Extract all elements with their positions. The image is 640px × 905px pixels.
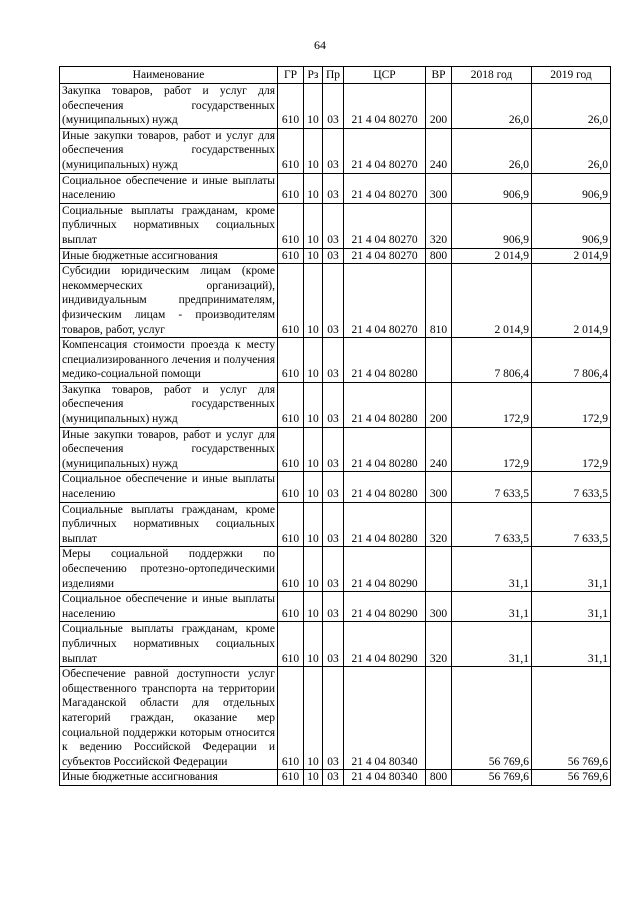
- cell-csr: 21 4 04 80280: [344, 338, 426, 383]
- cell-vr: [426, 547, 452, 592]
- table-header-row: [60, 67, 611, 84]
- cell-rz: 10: [304, 667, 323, 770]
- cell-gr: 610: [278, 547, 304, 592]
- cell-gr: 610: [278, 248, 304, 264]
- cell-rz: 10: [304, 173, 323, 203]
- cell-rz: 10: [304, 472, 323, 502]
- cell-name: Социальное обеспечение и иные выплаты населению: [60, 472, 278, 502]
- cell-2019: 2 014,9: [532, 264, 611, 338]
- cell-2018: 31,1: [452, 592, 532, 622]
- table-row: [60, 338, 611, 383]
- cell-name: Субсидии юридическим лицам (кроме некоммерческих организаций), индивидуальным предпринимателям, физическим лицам - производителям товаров, работ, услуг: [60, 264, 278, 338]
- table-row: [60, 502, 611, 547]
- table-row: [60, 770, 611, 786]
- header-name: Наименование: [60, 67, 278, 84]
- table-row: [60, 622, 611, 667]
- cell-vr: 200: [426, 84, 452, 129]
- cell-gr: 610: [278, 472, 304, 502]
- table-row: [60, 592, 611, 622]
- cell-vr: 300: [426, 592, 452, 622]
- header-2018: 2018 год: [452, 67, 532, 84]
- cell-vr: 300: [426, 472, 452, 502]
- cell-2018: 7 806,4: [452, 338, 532, 383]
- header-csr: ЦСР: [344, 67, 426, 84]
- cell-rz: 10: [304, 592, 323, 622]
- cell-2019: 2 014,9: [532, 248, 611, 264]
- cell-csr: 21 4 04 80290: [344, 622, 426, 667]
- cell-gr: 610: [278, 338, 304, 383]
- cell-2019: 56 769,6: [532, 667, 611, 770]
- cell-rz: 10: [304, 338, 323, 383]
- cell-rz: 10: [304, 427, 323, 472]
- cell-2019: 56 769,6: [532, 770, 611, 786]
- cell-name: Обеспечение равной доступности услуг общественного транспорта на территории Магаданской области для отдельных категорий граждан, оказание мер социальной поддержки которым относится к ведению Российской Федерации и субъектов Российской Федерации: [60, 667, 278, 770]
- cell-rz: 10: [304, 203, 323, 248]
- cell-vr: 800: [426, 770, 452, 786]
- cell-gr: 610: [278, 264, 304, 338]
- cell-2018: 172,9: [452, 382, 532, 427]
- cell-pr: 03: [323, 547, 344, 592]
- cell-vr: [426, 338, 452, 383]
- cell-csr: 21 4 04 80340: [344, 667, 426, 770]
- cell-name: Иные бюджетные ассигнования: [60, 248, 278, 264]
- cell-pr: 03: [323, 472, 344, 502]
- cell-2019: 906,9: [532, 203, 611, 248]
- cell-2019: 7 806,4: [532, 338, 611, 383]
- cell-gr: 610: [278, 427, 304, 472]
- cell-rz: 10: [304, 248, 323, 264]
- cell-name: Социальное обеспечение и иные выплаты населению: [60, 173, 278, 203]
- cell-2018: 56 769,6: [452, 667, 532, 770]
- cell-2018: 2 014,9: [452, 248, 532, 264]
- table-body: [60, 84, 611, 786]
- cell-2018: 172,9: [452, 427, 532, 472]
- cell-pr: 03: [323, 264, 344, 338]
- header-gr: ГР: [278, 67, 304, 84]
- cell-2019: 7 633,5: [532, 502, 611, 547]
- cell-name: Закупка товаров, работ и услуг для обеспечения государственных (муниципальных) нужд: [60, 382, 278, 427]
- cell-2018: 26,0: [452, 84, 532, 129]
- cell-vr: 320: [426, 622, 452, 667]
- cell-name: Социальное обеспечение и иные выплаты населению: [60, 592, 278, 622]
- cell-rz: 10: [304, 84, 323, 129]
- cell-2019: 26,0: [532, 128, 611, 173]
- cell-gr: 610: [278, 84, 304, 129]
- cell-rz: 10: [304, 547, 323, 592]
- cell-name: Иные закупки товаров, работ и услуг для обеспечения государственных (муниципальных) нужд: [60, 128, 278, 173]
- cell-2018: 906,9: [452, 203, 532, 248]
- cell-name: Компенсация стоимости проезда к месту специализированного лечения и получения медико-социальной помощи: [60, 338, 278, 383]
- header-vr: ВР: [426, 67, 452, 84]
- cell-pr: 03: [323, 592, 344, 622]
- cell-pr: 03: [323, 382, 344, 427]
- budget-table: [59, 66, 611, 786]
- cell-rz: 10: [304, 770, 323, 786]
- table-row: [60, 203, 611, 248]
- cell-csr: 21 4 04 80270: [344, 173, 426, 203]
- cell-csr: 21 4 04 80270: [344, 248, 426, 264]
- cell-2018: 31,1: [452, 547, 532, 592]
- cell-2018: 7 633,5: [452, 472, 532, 502]
- table-row: [60, 264, 611, 338]
- table-row: [60, 427, 611, 472]
- cell-vr: [426, 667, 452, 770]
- cell-vr: 240: [426, 128, 452, 173]
- cell-2019: 31,1: [532, 622, 611, 667]
- cell-csr: 21 4 04 80280: [344, 382, 426, 427]
- cell-csr: 21 4 04 80280: [344, 472, 426, 502]
- cell-vr: 240: [426, 427, 452, 472]
- cell-name: Социальные выплаты гражданам, кроме публичных нормативных социальных выплат: [60, 622, 278, 667]
- table-row: [60, 173, 611, 203]
- cell-2019: 7 633,5: [532, 472, 611, 502]
- cell-rz: 10: [304, 128, 323, 173]
- header-pr: Пр: [323, 67, 344, 84]
- cell-pr: 03: [323, 667, 344, 770]
- cell-gr: 610: [278, 667, 304, 770]
- table-row: [60, 382, 611, 427]
- cell-rz: 10: [304, 622, 323, 667]
- cell-2019: 906,9: [532, 173, 611, 203]
- page-number: 64: [314, 38, 326, 52]
- cell-pr: 03: [323, 203, 344, 248]
- cell-pr: 03: [323, 502, 344, 547]
- cell-csr: 21 4 04 80290: [344, 547, 426, 592]
- cell-csr: 21 4 04 80290: [344, 592, 426, 622]
- cell-csr: 21 4 04 80280: [344, 427, 426, 472]
- table-row: [60, 472, 611, 502]
- table-row: [60, 547, 611, 592]
- cell-vr: 810: [426, 264, 452, 338]
- cell-pr: 03: [323, 248, 344, 264]
- cell-name: Меры социальной поддержки по обеспечению протезно-ортопедическими изделиями: [60, 547, 278, 592]
- cell-rz: 10: [304, 502, 323, 547]
- table-row: [60, 248, 611, 264]
- cell-name: Социальные выплаты гражданам, кроме публичных нормативных социальных выплат: [60, 502, 278, 547]
- cell-2019: 172,9: [532, 382, 611, 427]
- cell-gr: 610: [278, 770, 304, 786]
- cell-vr: 800: [426, 248, 452, 264]
- table-row: [60, 128, 611, 173]
- cell-pr: 03: [323, 84, 344, 129]
- cell-pr: 03: [323, 338, 344, 383]
- cell-2018: 2 014,9: [452, 264, 532, 338]
- cell-gr: 610: [278, 203, 304, 248]
- cell-vr: 300: [426, 173, 452, 203]
- cell-csr: 21 4 04 80270: [344, 264, 426, 338]
- cell-gr: 610: [278, 173, 304, 203]
- cell-gr: 610: [278, 382, 304, 427]
- cell-csr: 21 4 04 80340: [344, 770, 426, 786]
- table-row: [60, 84, 611, 129]
- cell-2019: 31,1: [532, 592, 611, 622]
- cell-csr: 21 4 04 80270: [344, 84, 426, 129]
- cell-gr: 610: [278, 502, 304, 547]
- cell-gr: 610: [278, 592, 304, 622]
- cell-pr: 03: [323, 173, 344, 203]
- cell-vr: 320: [426, 502, 452, 547]
- cell-pr: 03: [323, 622, 344, 667]
- cell-2018: 26,0: [452, 128, 532, 173]
- cell-name: Закупка товаров, работ и услуг для обеспечения государственных (муниципальных) нужд: [60, 84, 278, 129]
- cell-name: Иные бюджетные ассигнования: [60, 770, 278, 786]
- cell-gr: 610: [278, 128, 304, 173]
- cell-name: Иные закупки товаров, работ и услуг для обеспечения государственных (муниципальных) нужд: [60, 427, 278, 472]
- cell-vr: 320: [426, 203, 452, 248]
- cell-gr: 610: [278, 622, 304, 667]
- cell-pr: 03: [323, 427, 344, 472]
- cell-vr: 200: [426, 382, 452, 427]
- cell-2018: 906,9: [452, 173, 532, 203]
- cell-2019: 26,0: [532, 84, 611, 129]
- header-2019: 2019 год: [532, 67, 611, 84]
- cell-pr: 03: [323, 128, 344, 173]
- cell-csr: 21 4 04 80280: [344, 502, 426, 547]
- cell-2018: 56 769,6: [452, 770, 532, 786]
- table-row: [60, 667, 611, 770]
- cell-2018: 31,1: [452, 622, 532, 667]
- cell-2018: 7 633,5: [452, 502, 532, 547]
- cell-2019: 172,9: [532, 427, 611, 472]
- cell-rz: 10: [304, 382, 323, 427]
- cell-csr: 21 4 04 80270: [344, 128, 426, 173]
- cell-csr: 21 4 04 80270: [344, 203, 426, 248]
- cell-name: Социальные выплаты гражданам, кроме публичных нормативных социальных выплат: [60, 203, 278, 248]
- header-rz: Рз: [304, 67, 323, 84]
- cell-2019: 31,1: [532, 547, 611, 592]
- cell-rz: 10: [304, 264, 323, 338]
- cell-pr: 03: [323, 770, 344, 786]
